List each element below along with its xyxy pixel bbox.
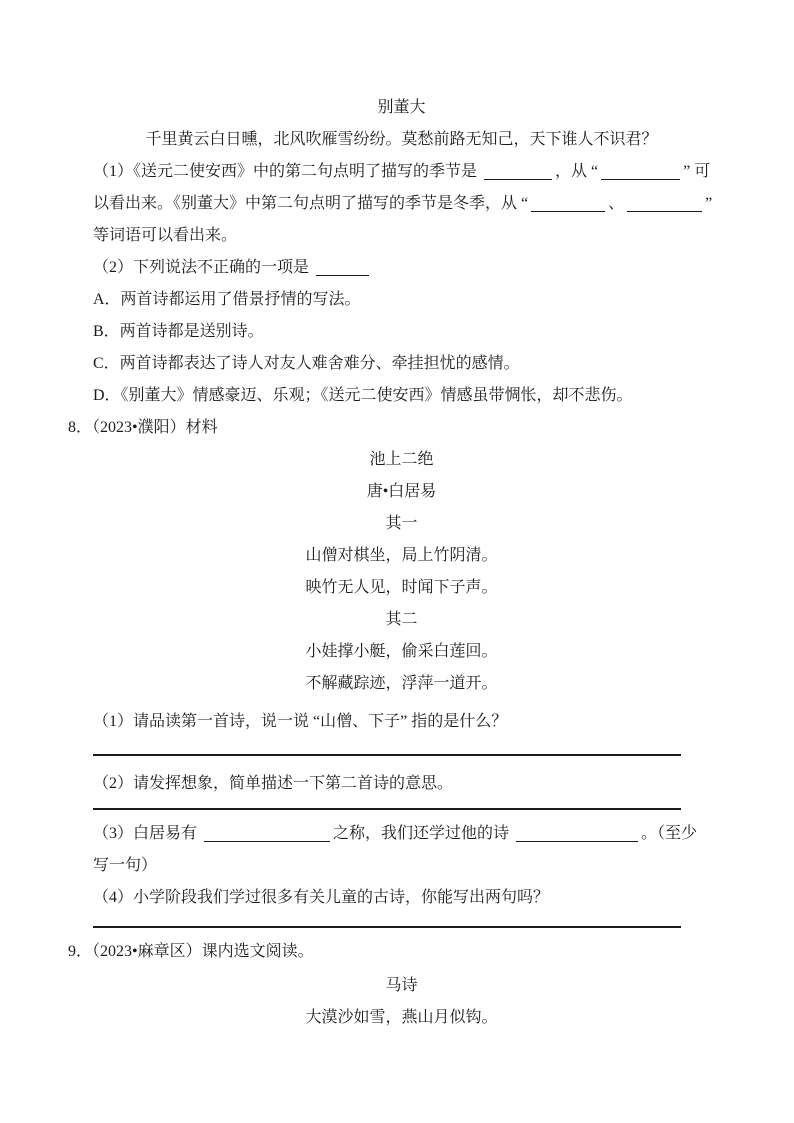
answer-blank[interactable] [204,823,330,842]
answer-blank[interactable] [484,161,552,180]
text-run: 之称，我们还学过他的诗 [333,825,514,842]
answer-line[interactable] [93,754,681,756]
answer-line[interactable] [93,808,681,810]
poem-part2-line2: 不解藏踪迹，浮萍一道开。 [305,675,498,692]
poem-part1-line2: 映竹无人见，时闻下子声。 [305,579,498,596]
answer-blank[interactable] [316,257,369,276]
option-b: B．两首诗都是送别诗。 [93,323,264,340]
question-8-sub-4: （4）小学阶段我们学过很多有关儿童的古诗，你能写出两句吗？ [93,889,550,906]
question-8-sub-1: （1）请品读第一首诗，说一说 “山僧、下子” 指的是什么？ [93,713,508,730]
question-2-line [93,252,710,284]
answer-line[interactable] [93,926,681,928]
question-8-sub-2: （2）请发挥想象，简单描述一下第二首诗的意思。 [93,775,454,792]
poem-line-mashi: 大漠沙如雪，燕山月似钩。 [305,1009,498,1026]
text-run: （3）白居易有 [93,825,202,842]
poem-part2-line1: 小娃撑小艇，偷采白莲回。 [305,643,498,660]
poem-part1-label: 其一 [385,515,418,532]
question-1-line-2 [93,188,713,220]
poem-part1-line1: 山僧对棋坐，局上竹阴清。 [305,547,498,564]
text-run: （1）《送元二使安西》中的第二句点明了描写的季节是 [93,163,482,180]
text-run: 写一句） [93,857,158,874]
poem-author-chishang: 唐•白居易 [366,483,437,500]
question-9-header: 9．（2023•麻章区）课内选文阅读。 [68,943,314,960]
option-a: A．两首诗都运用了借景抒情的写法。 [93,291,361,308]
option-d: D．《别董大》情感豪迈、乐观；《送元二使安西》情感虽带惆怅，却不悲伤。 [93,387,633,404]
poem-part2-label: 其二 [385,611,418,628]
text-run: 以看出来。《别董大》中第二句点明了描写的季节是冬季，从 “ [93,195,529,212]
text-run: 等词语可以看出来。 [93,227,238,244]
question-8-sub-3-line-1 [93,818,710,850]
text-run: ” [705,195,713,212]
poem-title-chishang: 池上二绝 [369,451,434,468]
poem-title-mashi: 马诗 [385,977,418,994]
text-run: 。（至少 [641,825,698,842]
question-8-sub-3-line-2 [93,850,710,882]
text-run: 、 [608,195,625,212]
text-run: （2）下列说法不正确的一项是 [93,259,314,276]
answer-blank[interactable] [516,823,638,842]
text-run: ，从 “ [555,163,599,180]
answer-blank[interactable] [601,161,680,180]
poem-title-biedongda: 别董大 [377,99,426,116]
answer-blank[interactable] [627,193,702,212]
answer-blank[interactable] [531,193,605,212]
poem-line-biedongda: 千里黄云白日曛，北风吹雁雪纷纷。莫愁前路无知己，天下谁人不识君？ [145,131,658,148]
question-1-line-3 [93,220,710,252]
text-run: ” 可 [683,163,711,180]
question-1-line-1 [93,156,710,188]
question-8-header: 8．（2023•濮阳）材料 [68,419,218,436]
option-c: C．两首诗都表达了诗人对友人难舍难分、牵挂担忧的感情。 [93,355,520,372]
